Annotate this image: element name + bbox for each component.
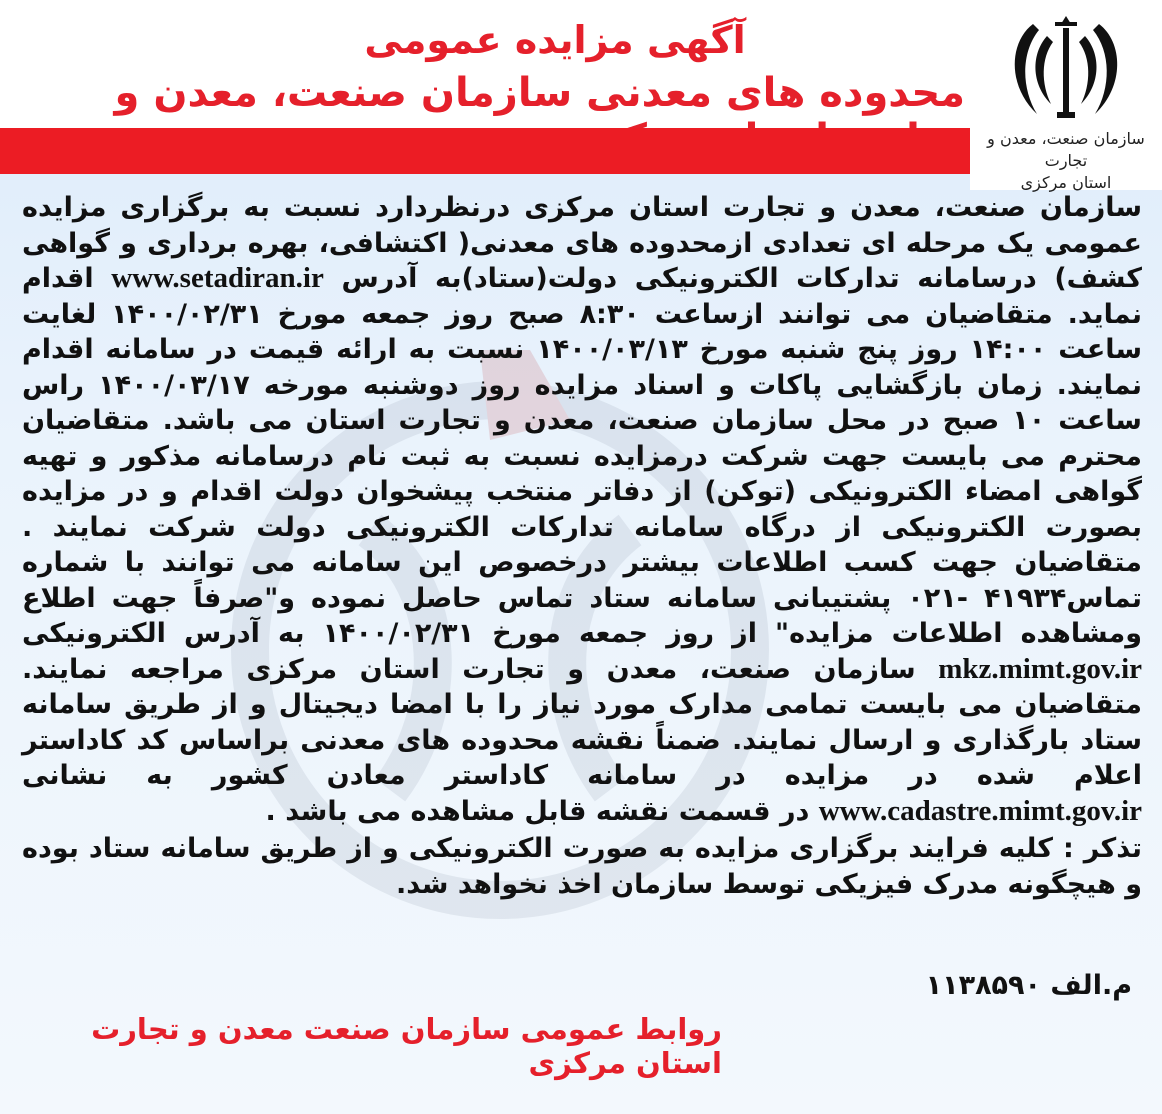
setadiran-link[interactable]: www.setadiran.ir (111, 262, 324, 294)
notice-body (22, 190, 1142, 902)
logo-caption-line2: استان مرکزی (1020, 173, 1112, 192)
red-divider-band (0, 128, 970, 174)
logo-caption (970, 128, 1162, 194)
title-organization: محدوده های معدنی سازمان صنعت، معدن و (114, 70, 965, 116)
note-paragraph: تذکر : کلیه فرایند برگزاری مزایده به صورت الکترونیکی و از طریق سامانه ستاد بوده و هیچگونه مدرک فیزیکی توسط سازمان اخذ نخواهد شد. (22, 833, 1142, 900)
footer-public-relations: روابط عمومی سازمان صنعت معدن و تجارت استان مرکزی (91, 1012, 722, 1080)
mimt-link[interactable]: mkz.mimt.gov.ir (938, 652, 1142, 685)
cadastre-link[interactable]: www.cadastre.mimt.gov.ir (818, 794, 1142, 827)
body-text-part3: سازمان صنعت، معدن و تجارت استان مرکزی مراجعه نمایند. متقاضیان می بایست تمامی مدارک مورد نیاز را با امضا دیجیتال و از طریق سامانه ستاد بارگذاری و ارسال نمایند. ضمناً نقشه محدوده های معدنی براساس کد کاداستر اعلام شده در مزایده در سامانه کاداستر معادن کشور به نشانی (22, 653, 1142, 791)
body-paragraph (22, 190, 1142, 829)
reference-number: م.الف ۱۱۳۸۵۹۰ (925, 970, 1132, 1001)
organization-logo (970, 0, 1162, 190)
iran-emblem-icon (1003, 14, 1129, 126)
logo-caption-line1: سازمان صنعت، معدن و تجارت (987, 129, 1145, 170)
body-text-part1: سازمان صنعت، معدن و تجارت استان مرکزی درنظردارد نسبت به برگزاری مزایده عمومی یک مرحله ای تعدادی ازمحدوده های معدنی( اکتشافی، بهره برداری و گواهی کشف) درسامانه تدارکات الکترونیکی دولت(ستاد)به آدرس (22, 192, 1142, 294)
body-text-part4: در قسمت نقشه قابل مشاهده می باشد . (265, 795, 810, 827)
body-text-part2: اقدام نماید. متقاضیان می توانند ازساعت ۸:۳۰ صبح روز جمعه مورخ ۱۴۰۰/۰۲/۳۱ لغایت ساعت ۱۴:۰۰ روز پنج شنبه مورخ ۱۴۰۰/۰۳/۱۳ نسبت به ارائه قیمت در سامانه اقدام نمایند. زمان بازگشایی پاکات و اسناد مزایده روز دوشنبه مورخه ۱۴۰۰/۰۳/۱۷ راس ساعت ۱۰ صبح در محل سازمان صنعت، معدن و تجارت استان می باشد. متقاضیان محترم می بایست جهت شرکت درمزایده نسبت به ثبت نام درسامانه مذکور و تهیه گواهی امضاء الکترونیکی (توکن) از دفاتر منتخب پیشخوان دولت اقدام و در مزایده بصورت الکترونیکی از درگاه سامانه تدارکات الکترونیکی دولت شرکت نمایند . متقاضیان جهت کسب اطلاعات بیشتر درخصوص این سامانه می توانند با شماره تماس۴۱۹۳۴ -۰۲۱ پشتیبانی سامانه ستاد تماس حاصل نموده و"صرفاً جهت اطلاع ومشاهده اطلاعات مزایده" از روز جمعه مورخ ۱۴۰۰/۰۲/۳۱ به آدرس الکترونیکی (22, 263, 1142, 649)
title-auction-notice: آگهی مزایده عمومی (364, 18, 746, 62)
